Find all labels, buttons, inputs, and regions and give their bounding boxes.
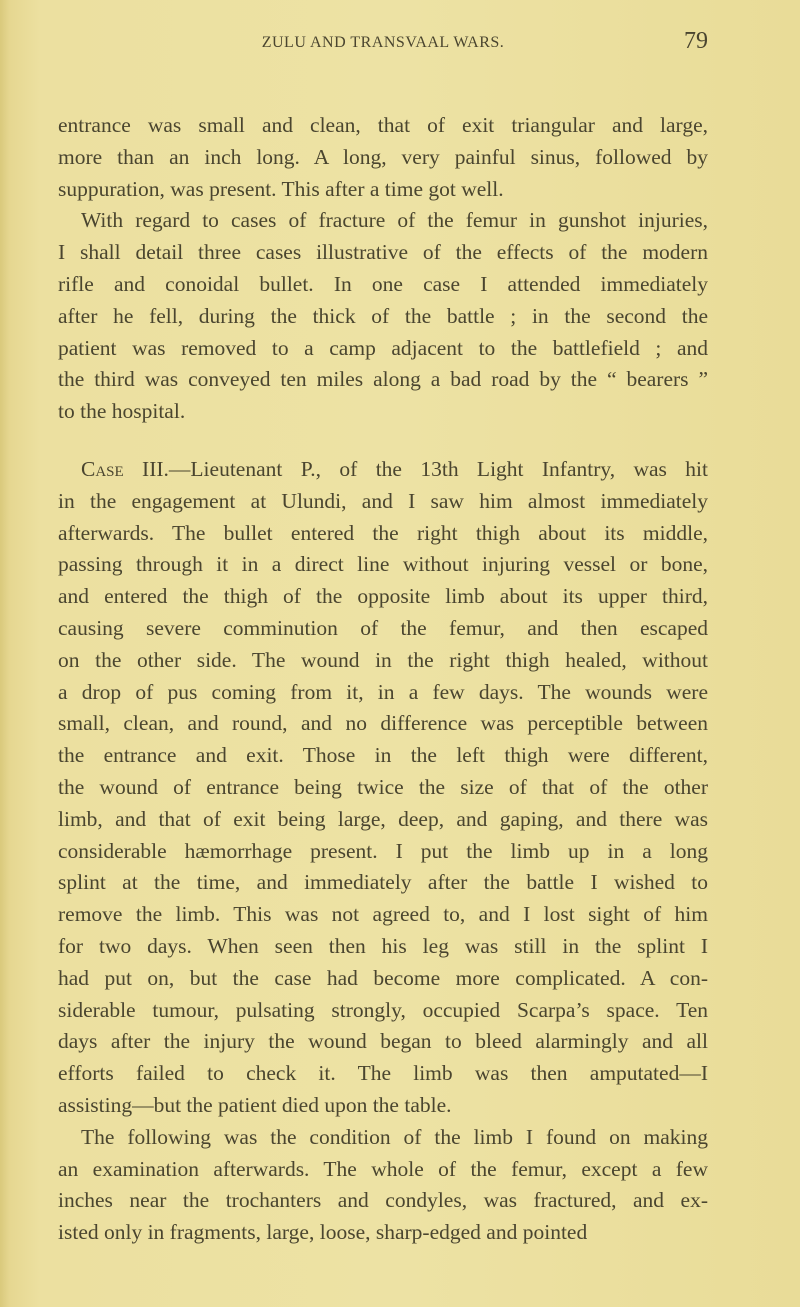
text-line [58,396,708,428]
line-text: considerable hæmorrhage present. I put the limb up in a long [58,838,708,863]
text-line [58,645,708,677]
line-text: isted only in fragments, large, loose, sharp-edged and pointed [58,1220,588,1245]
line-text: siderable tumour, pulsating strongly, occupied Scarpa’s space. Ten [58,997,708,1022]
text-line [58,899,708,931]
text-line [58,205,708,237]
text-line [58,867,708,899]
text-line [58,237,708,269]
text-line [58,1217,708,1249]
text-line [58,708,708,740]
paragraph [58,205,708,428]
text-line [58,1090,708,1122]
text-line [58,995,708,1027]
text-line [58,836,708,868]
case-label: Case [81,456,124,481]
page-header [58,28,708,58]
text-line [58,110,708,142]
line-text: The following was the condition of the limb I found on making [81,1124,708,1149]
paragraph [58,454,708,1122]
line-text: afterwards. The bullet entered the right thigh about its middle, [58,520,708,545]
line-text: small, clean, and round, and no difference was perceptible between [58,711,708,736]
line-text: an examination afterwards. The whole of the femur, except a few [58,1156,708,1181]
text-line [58,301,708,333]
text-line [58,581,708,613]
text-line [58,364,708,396]
line-text: patient was removed to a camp adjacent to the battlefield ; and [58,335,708,360]
text-line [58,677,708,709]
line-text: had put on, but the case had become more complicated. A con- [58,965,708,990]
line-text: inches near the trochanters and condyles, was fractured, and ex- [58,1188,708,1213]
line-text: limb, and that of exit being large, deep, and gaping, and there was [58,806,708,831]
text-line [58,486,708,518]
text-line [58,963,708,995]
line-text: causing severe comminution of the femur, and then escaped [58,615,708,640]
line-text: III.—Lieutenant P., of the 13th Light Infantry, was hit [123,456,708,481]
line-text: the wound of entrance being twice the size of that of the other [58,774,708,799]
text-line [58,740,708,772]
text-line [58,1185,708,1217]
text-line [58,454,708,486]
text-line [58,549,708,581]
line-text: passing through it in a direct line without injuring vessel or bone, [58,552,708,577]
text-line [58,804,708,836]
paragraph [58,110,708,205]
text-line [58,174,708,206]
line-text: assisting—but the patient died upon the table. [58,1092,452,1117]
text-line [58,1154,708,1186]
line-text: rifle and conoidal bullet. In one case I attended immediately [58,271,708,296]
line-text: to the hospital. [58,399,186,424]
line-text: splint at the time, and immediately after the battle I wished to [58,870,708,895]
line-text: on the other side. The wound in the right thigh healed, without [58,647,708,672]
line-text: remove the limb. This was not agreed to, and I lost sight of him [58,902,708,927]
page-body [58,110,708,1249]
paragraph [58,1122,708,1249]
line-text: efforts failed to check it. The limb was then amputated—I [58,1061,708,1086]
line-text: a drop of pus coming from it, in a few days. The wounds were [58,679,708,704]
text-line [58,269,708,301]
text-line [58,333,708,365]
line-text: the third was conveyed ten miles along a bad road by the “ bearers ” [58,367,708,392]
text-line [58,1058,708,1090]
text-line [58,1026,708,1058]
line-text: days after the injury the wound began to bleed alarmingly and all [58,1029,708,1054]
line-text: I shall detail three cases illustrative of the effects of the modern [58,240,708,265]
line-text: the entrance and exit. Those in the left thigh were different, [58,743,708,768]
line-text: after he fell, during the thick of the battle ; in the second the [58,303,708,328]
running-title: ZULU AND TRANSVAAL WARS. [261,34,505,51]
line-text: entrance was small and clean, that of exit triangular and large, [58,113,708,137]
text-line [58,931,708,963]
page-number: 79 [684,28,708,54]
text-line [58,613,708,645]
line-text: in the engagement at Ulundi, and I saw him almost immediately [58,488,708,513]
text-line [58,518,708,550]
line-text: for two days. When seen then his leg was still in the splint I [58,933,708,958]
text-line [58,772,708,804]
line-text: suppuration, was present. This after a time got well. [58,176,504,201]
text-line [58,142,708,174]
line-text: With regard to cases of fracture of the femur in gunshot injuries, [81,208,708,233]
text-line [58,1122,708,1154]
line-text: more than an inch long. A long, very painful sinus, followed by [58,144,708,169]
line-text: and entered the thigh of the opposite limb about its upper third, [58,584,708,609]
